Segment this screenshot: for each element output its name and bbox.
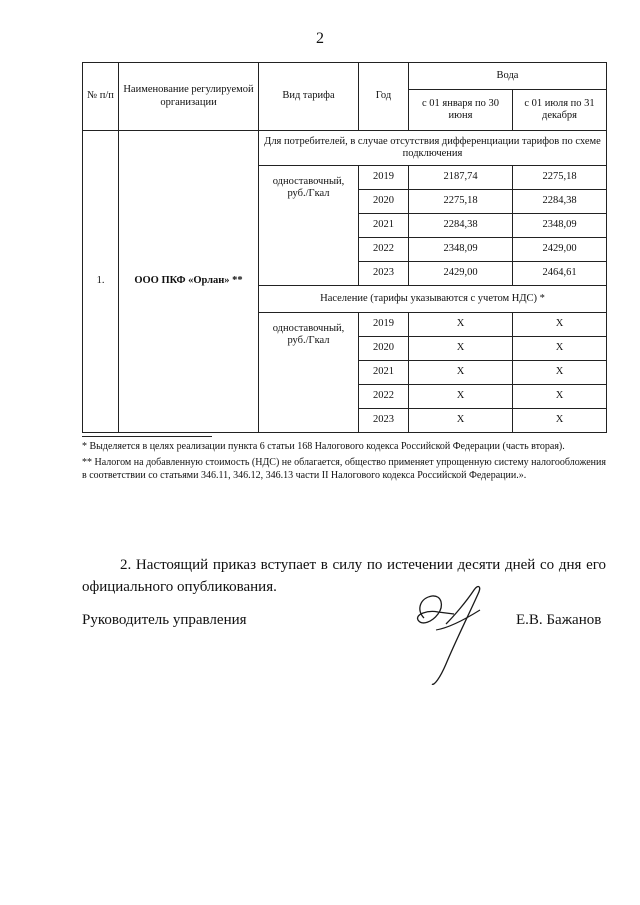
section-title: Население (тарифы указываются с учетом НДС) * (259, 286, 607, 313)
footnotes (82, 436, 606, 485)
value-cell: X (513, 313, 607, 337)
footnote-rule (82, 436, 212, 437)
header-period-2: с 01 июля по 31 декабря (513, 90, 607, 131)
value-cell: 2275,18 (409, 190, 513, 214)
value-cell: 2429,00 (513, 238, 607, 262)
tariff-type: одноставочный, руб./Гкал (259, 313, 359, 433)
year-cell: 2023 (359, 409, 409, 433)
header-period-1: с 01 января по 30 июня (409, 90, 513, 131)
value-cell: X (513, 361, 607, 385)
value-cell: X (409, 385, 513, 409)
year-cell: 2022 (359, 238, 409, 262)
value-cell: 2284,38 (513, 190, 607, 214)
value-cell: 2464,61 (513, 262, 607, 286)
value-cell: 2187,74 (409, 166, 513, 190)
year-cell: 2023 (359, 262, 409, 286)
header-year: Год (359, 63, 409, 131)
year-cell: 2019 (359, 313, 409, 337)
page-number: 2 (316, 30, 324, 47)
handwritten-signature (408, 580, 508, 688)
value-cell: X (513, 409, 607, 433)
value-cell: 2348,09 (513, 214, 607, 238)
header-tariff-type: Вид тарифа (259, 63, 359, 131)
year-cell: 2019 (359, 166, 409, 190)
year-cell: 2022 (359, 385, 409, 409)
value-cell: X (513, 385, 607, 409)
year-cell: 2021 (359, 361, 409, 385)
header-num: № п/п (83, 63, 119, 131)
value-cell: X (409, 409, 513, 433)
header-organization: Наименование регулируемой организации (119, 63, 259, 131)
value-cell: 2284,38 (409, 214, 513, 238)
footnote-tax-exempt: ** Налогом на добавленную стоимость (НДС) не облагается, общество применяет упрощенную систему налогообложения в соответствии со статьями 346.11, 346.12, 346.13 части II Налогового кодекса Российской Федерации.». (82, 456, 606, 481)
organization-name: ООО ПКФ «Орлан» ** (119, 131, 259, 433)
signatory-name: Е.В. Бажанов (516, 612, 602, 628)
tariff-type: одноставочный, руб./Гкал (259, 166, 359, 286)
value-cell: 2348,09 (409, 238, 513, 262)
tariff-table (82, 62, 607, 433)
section-title: Для потребителей, в случае отсутствия дифференциации тарифов по схеме подключения (259, 131, 607, 166)
year-cell: 2021 (359, 214, 409, 238)
value-cell: 2275,18 (513, 166, 607, 190)
signatory-title: Руководитель управления (82, 612, 247, 628)
value-cell: X (409, 361, 513, 385)
value-cell: X (409, 313, 513, 337)
value-cell: X (513, 337, 607, 361)
value-cell: 2429,00 (409, 262, 513, 286)
header-water: Вода (409, 63, 607, 90)
order-paragraph: 2. Настоящий приказ вступает в силу по истечении десяти дней со дня его официального опубликования. (82, 557, 606, 595)
row-number: 1. (83, 131, 119, 433)
year-cell: 2020 (359, 190, 409, 214)
year-cell: 2020 (359, 337, 409, 361)
value-cell: X (409, 337, 513, 361)
footnote-vat: * Выделяется в целях реализации пункта 6 статьи 168 Налогового кодекса Российской Федерации (часть вторая). (82, 441, 565, 452)
